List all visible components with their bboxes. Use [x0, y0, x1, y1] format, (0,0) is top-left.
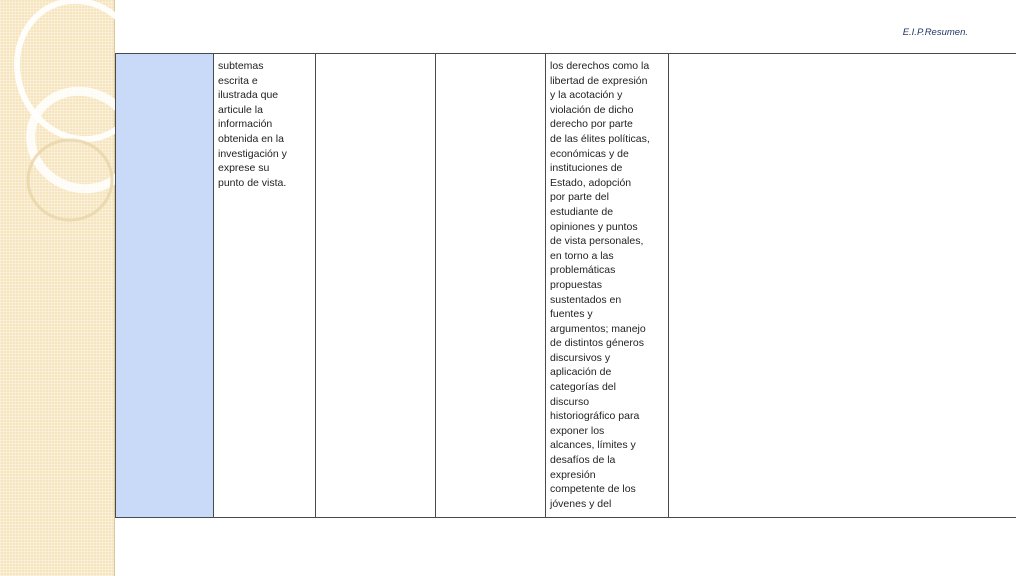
table-cell-col-6 [669, 54, 1016, 518]
table-row [116, 54, 1016, 518]
content-table [115, 53, 1016, 518]
table-cell-col-4 [436, 54, 546, 518]
table-cell-col-5 [546, 54, 669, 518]
table-cell-col-3 [316, 54, 436, 518]
header-title: E.I.P.Resumen. [902, 27, 968, 38]
table-cell-col-2 [214, 54, 316, 518]
table-cell-col-1 [116, 54, 214, 518]
cell-text: subtemas escrita e ilustrada que articule la información obtenida en la investigación y exprese su punto de vista. [218, 60, 287, 189]
cell-text: los derechos como la libertad de expresión y la acotación y violación de dicho derecho por parte de las élites políticas, económicas y de instituciones de Estado, adopción por parte del estudiante de opiniones y puntos de vista personales, en torno a las problemáticas propuestas sustentados en fuentes y argumentos; manejo de distintos géneros discursivos y aplicación de categorías del discurso historiográfico para exponer los alcances, límites y desafíos de la expresión competente de los jóvenes y del [550, 60, 650, 510]
